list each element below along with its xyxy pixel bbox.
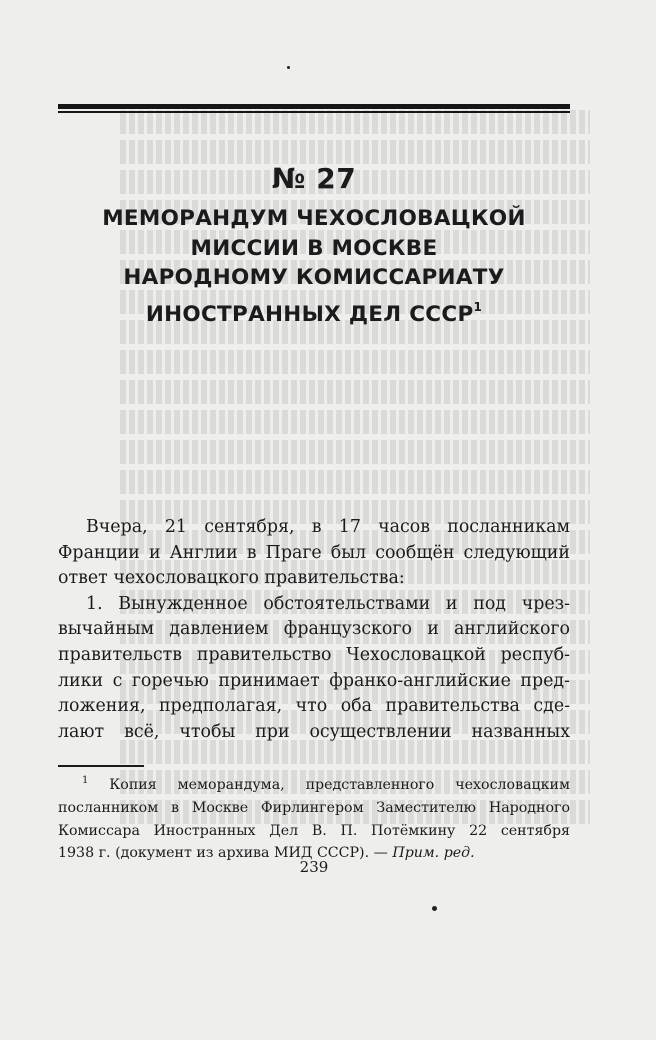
title-line: МИССИИ В МОСКВЕ bbox=[190, 235, 438, 261]
body-line: Франции и Англии в Праге был сообщён следующий bbox=[58, 542, 570, 563]
body-text bbox=[58, 515, 570, 745]
body-line: 1. Вынужденное обстоятельствами и под чрез- bbox=[86, 593, 570, 614]
body-line: лики с горечью принимает франко-английские пред- bbox=[58, 670, 570, 691]
print-speck bbox=[287, 66, 290, 69]
body-line: ложения, предполагая, что оба правительства сде- bbox=[58, 696, 570, 717]
title-line-text: ИНОСТРАННЫХ ДЕЛ СССР bbox=[145, 301, 474, 327]
footnote-line: Комиссара Иностранных Дел В. П. Потёмкину 22 сентября bbox=[58, 822, 570, 839]
document-title bbox=[58, 204, 570, 329]
title-line: МЕМОРАНДУМ ЧЕХОСЛОВАЦКОЙ bbox=[102, 206, 526, 231]
footnote-line bbox=[58, 770, 570, 797]
footnote-line-text: Копия меморандума, представленного чехословацким bbox=[109, 777, 571, 793]
footnote bbox=[58, 770, 570, 865]
body-line: Вчера, 21 сентября, в 17 часов посланникам bbox=[86, 517, 570, 537]
header-rule-thick bbox=[58, 104, 570, 109]
title-line: НАРОДНОМУ КОМИССАРИАТУ bbox=[123, 265, 505, 290]
footnote-line-text: 1938 г. (документ из архива МИД СССР). — bbox=[58, 845, 388, 862]
title-footnote-mark: 1 bbox=[473, 299, 483, 314]
footnote-rule bbox=[58, 765, 144, 767]
body-line: правительств правительство Чехословацкой респуб- bbox=[58, 644, 570, 665]
header-rule-thin bbox=[58, 111, 570, 113]
title-line bbox=[58, 293, 570, 330]
page-number: 239 bbox=[299, 858, 329, 876]
print-speck bbox=[432, 906, 437, 911]
document-number: № 27 bbox=[271, 162, 357, 195]
footnote-mark: 1 bbox=[82, 775, 89, 786]
body-line: вычайным давлением французского и английского bbox=[58, 619, 570, 640]
body-line: ответ чехословацкого правительства: bbox=[58, 568, 405, 589]
body-line: лают всё, чтобы при осуществлении названных bbox=[58, 721, 570, 742]
footnote-line: посланником в Москве Фирлингером Заместителю Народного bbox=[58, 799, 570, 816]
editor-note: Прим. ред. bbox=[392, 845, 475, 862]
